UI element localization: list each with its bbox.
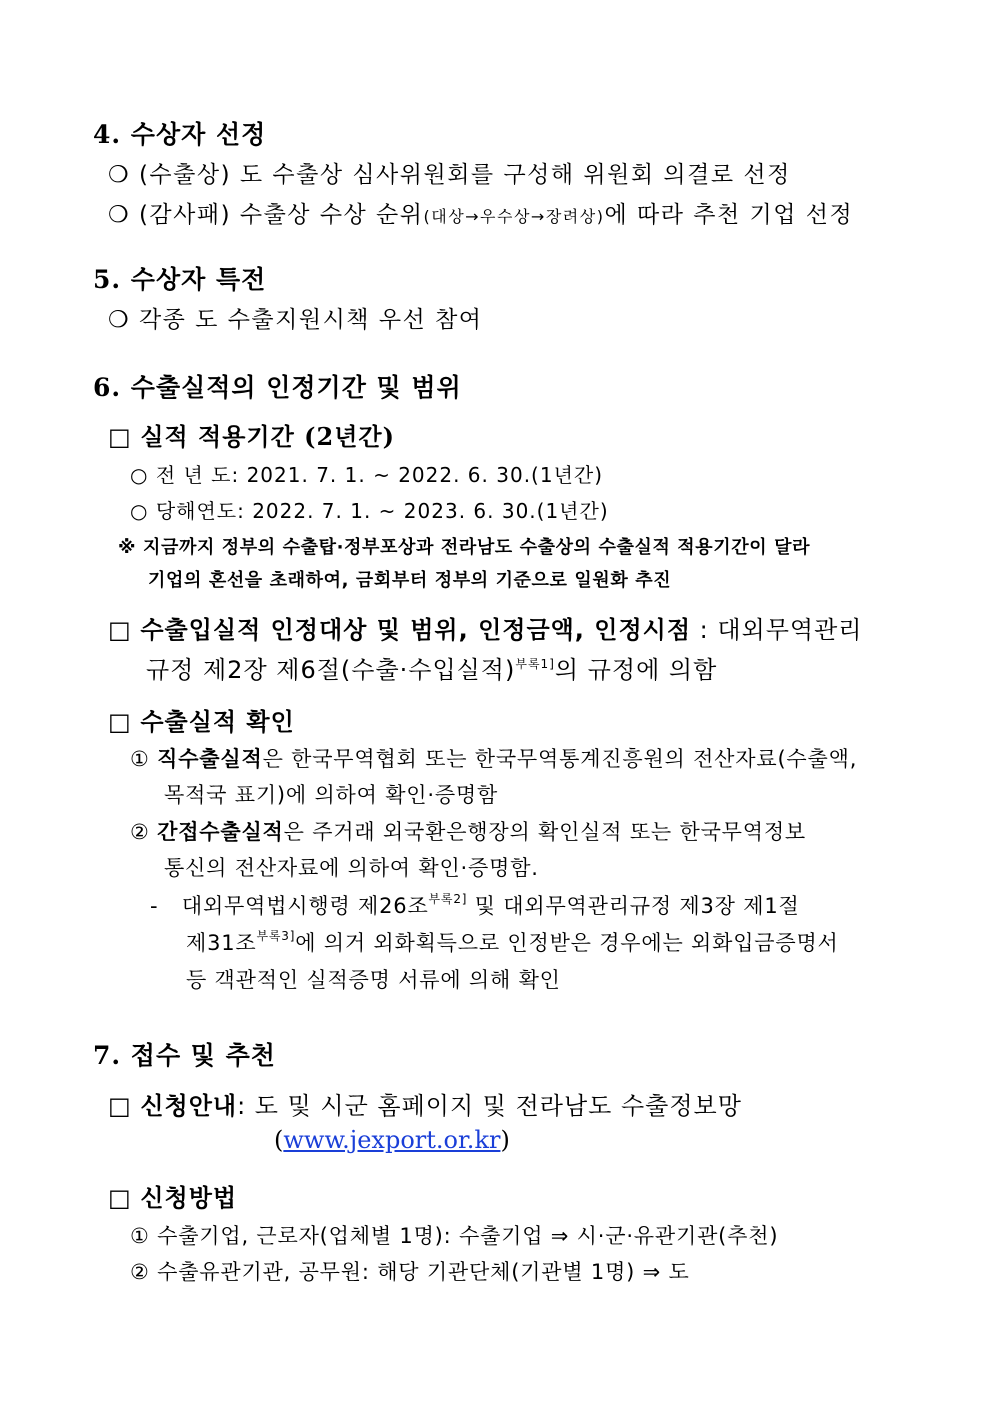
box-heading: 신청안내	[140, 1092, 238, 1120]
section-7-box-1	[108, 1086, 742, 1121]
appendix-ref: 부록3]	[256, 929, 296, 943]
item-heading: 직수출실적	[157, 747, 263, 771]
number-2-icon: ②	[130, 1260, 150, 1284]
dash-bullet-icon: -	[150, 894, 159, 918]
item-order-note: (대상→우수상→장려상)	[423, 207, 605, 226]
detail-line-3: 등 객관적인 실적증명 서류에 의해 확인	[186, 968, 561, 992]
item-text: (수출상) 도 수출상 심사위원회를 구성해 위원회 의결로 선정	[138, 162, 791, 188]
detail-text-tail: 에 의거 외화획득으로 인정받은 경우에는 외화입금증명서	[295, 931, 839, 955]
confirm-item-2-line-2: 통신의 전산자료에 의하여 확인·증명함.	[164, 856, 539, 880]
section-5-title: 5. 수상자 특전	[93, 265, 267, 294]
square-bullet-icon: □	[108, 708, 132, 736]
item-heading: 간접수출실적	[157, 820, 284, 844]
section-5-item-1	[108, 301, 483, 334]
detail-text: 대외무역법시행령 제26조	[181, 894, 429, 918]
section-6-box-2	[108, 610, 862, 645]
square-bullet-icon: □	[108, 616, 132, 644]
square-bullet-icon: □	[108, 423, 132, 451]
apply-item-1	[130, 1220, 778, 1250]
circle-bullet-icon: ○	[130, 463, 149, 487]
note-line-2: 기업의 혼선을 초래하여, 금회부터 정부의 기준으로 일원화 추진	[148, 570, 672, 591]
item-text: 은 주거래 외국환은행장의 확인실적 또는 한국무역정보	[283, 820, 806, 844]
box-heading: 실적 적용기간 (2년간)	[140, 422, 395, 451]
appendix-ref: 부록1]	[515, 657, 555, 671]
period-line-1	[130, 459, 603, 488]
confirm-item-2	[130, 816, 806, 846]
website-line	[274, 1126, 510, 1154]
reference-mark-icon: ※	[118, 537, 137, 558]
circle-bullet-icon: ❍	[108, 162, 131, 188]
appendix-ref: 부록2]	[428, 892, 468, 906]
section-6-box-2-line-2	[146, 650, 717, 685]
section-4-title: 4. 수상자 선정	[93, 120, 267, 149]
section-7-box-2	[108, 1178, 237, 1213]
square-bullet-icon: □	[108, 1184, 132, 1212]
square-bullet-icon: □	[108, 1092, 132, 1120]
number-1-icon: ①	[130, 747, 150, 771]
item-text: 수출유관기관, 공무원: 해당 기관단체(기관별 1명) ⇒ 도	[157, 1260, 690, 1284]
period-line-2	[130, 495, 609, 524]
note-text: 지금까지 정부의 수출탑·정부포상과 전라남도 수출상의 수출실적 적용기간이 달라	[142, 537, 811, 558]
item-text: 수출기업, 근로자(업체별 1명): 수출기업 ⇒ 시·군·유관기관(추천)	[157, 1224, 779, 1248]
detail-text-tail: 및 대외무역관리규정 제3장 제1절	[467, 894, 800, 918]
section-7-title: 7. 접수 및 추천	[93, 1041, 276, 1070]
section-6-box-3	[108, 702, 295, 737]
note-line-1	[118, 533, 810, 559]
number-2-icon: ②	[130, 820, 150, 844]
confirm-item-1	[130, 743, 857, 773]
detail-line-2	[186, 927, 839, 957]
item-text: 각종 도 수출지원시책 우선 참여	[138, 307, 483, 333]
period-text: 전 년 도: 2021. 7. 1. ~ 2022. 6. 30.(1년간)	[155, 463, 604, 487]
section-4-item-1	[108, 156, 791, 189]
circle-bullet-icon: ❍	[108, 307, 131, 333]
number-1-icon: ①	[130, 1224, 150, 1248]
item-text: 은 한국무역협회 또는 한국무역통계진흥원의 전산자료(수출액,	[262, 747, 858, 771]
detail-line-1	[150, 890, 800, 920]
item-text: (감사패) 수출상 수상 순위	[138, 202, 424, 228]
apply-item-2	[130, 1256, 690, 1286]
box-heading: 수출입실적 인정대상 및 범위, 인정금액, 인정시점	[140, 616, 692, 644]
confirm-item-1-line-2: 목적국 표기)에 의하여 확인·증명함	[164, 783, 499, 807]
period-text: 당해연도: 2022. 7. 1. ~ 2023. 6. 30.(1년간)	[155, 499, 609, 523]
section-4-item-2	[108, 196, 853, 229]
box-heading: 수출실적 확인	[140, 708, 295, 736]
regulation-text: 규정 제2장 제6절(수출·수입실적)	[146, 656, 516, 684]
paren-close: )	[500, 1126, 510, 1154]
box-text: : 대외무역관리	[691, 616, 863, 644]
section-6-box-1	[108, 417, 395, 452]
box-heading: 신청방법	[140, 1183, 238, 1212]
paren-open: (	[274, 1126, 284, 1154]
detail-text: 제31조	[186, 931, 257, 955]
circle-bullet-icon: ○	[130, 499, 149, 523]
item-text-tail: 에 따라 추천 기업 선정	[604, 202, 854, 228]
circle-bullet-icon: ❍	[108, 202, 131, 228]
box-text: : 도 및 시군 홈페이지 및 전라남도 수출정보망	[237, 1092, 742, 1120]
section-6-title: 6. 수출실적의 인정기간 및 범위	[93, 373, 462, 402]
export-info-link[interactable]: www.jexport.or.kr	[283, 1126, 501, 1154]
regulation-tail: 의 규정에 의함	[554, 656, 718, 684]
